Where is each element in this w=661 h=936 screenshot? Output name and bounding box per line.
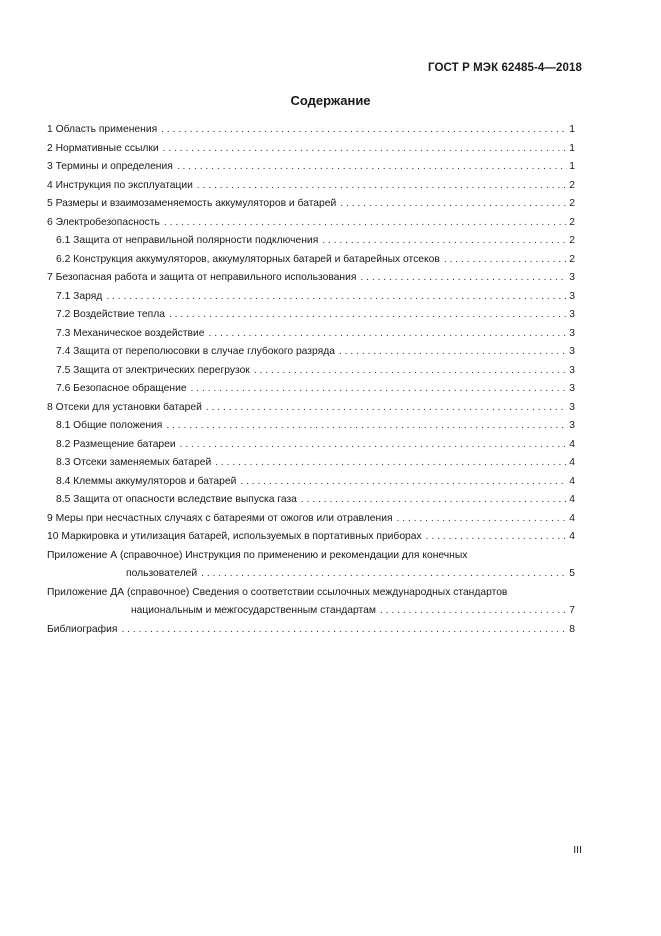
- toc-entry-page: 4: [569, 512, 575, 524]
- toc-entry-page: 3: [569, 401, 575, 413]
- toc-entry-page: 3: [569, 346, 575, 357]
- toc-leader-dots: [240, 473, 567, 492]
- toc-entry-section-5[interactable]: [47, 195, 575, 214]
- toc-entry-label: 8.2 Размещение батареи: [56, 438, 176, 450]
- toc-entry-section-7[interactable]: [47, 269, 575, 288]
- toc-entry-label: 7.4 Защита от переполюсовки в случае глубокого разряда: [56, 346, 335, 357]
- toc-entry-section-8-4[interactable]: [47, 473, 575, 492]
- page-title: Содержание: [290, 93, 371, 108]
- toc-entry-page: 1: [569, 142, 575, 154]
- toc-entry-label-continued: пользователей: [126, 568, 198, 579]
- toc-leader-dots: [166, 417, 567, 436]
- toc-entry-page: 1: [569, 161, 575, 172]
- toc-leader-dots: [206, 399, 567, 418]
- toc-entry-label: 3 Термины и определения: [47, 161, 173, 172]
- toc-entry-label: 7.2 Воздействие тепла: [56, 309, 165, 320]
- toc-entry-section-8-3[interactable]: [47, 454, 575, 473]
- toc-entry-page: 2: [569, 216, 575, 228]
- toc-leader-dots: [215, 454, 567, 473]
- toc-entry-label: 6.1 Защита от неправильной полярности подключения: [56, 235, 319, 246]
- toc-leader-dots: [180, 436, 568, 455]
- toc-entry-label: 8.4 Клеммы аккумуляторов и батарей: [56, 475, 237, 487]
- toc-entry-page: 8: [569, 623, 575, 635]
- toc-entry-section-3[interactable]: [47, 158, 575, 177]
- toc-entry-page: 4: [569, 494, 575, 505]
- toc-entry-section-8-5[interactable]: [47, 491, 575, 510]
- toc-leader-dots: [322, 232, 567, 251]
- toc-leader-dots: [177, 158, 567, 177]
- toc-entry-page: 3: [569, 383, 575, 394]
- toc-entry-label: 10 Маркировка и утилизация батарей, используемых в портативных приборах: [47, 531, 422, 542]
- toc-entry-label: 7 Безопасная работа и защита от неправильного использования: [47, 272, 357, 283]
- toc-entry-page: 3: [569, 420, 575, 431]
- toc-entry-appendix-a[interactable]: [47, 547, 575, 584]
- toc-entry-page: 3: [569, 290, 575, 302]
- toc-leader-dots: [197, 177, 567, 196]
- toc-entry-continuation: [47, 602, 575, 621]
- toc-entry-section-10[interactable]: [47, 528, 575, 547]
- document-header: ГОСТ Р МЭК 62485-4—2018: [428, 62, 582, 74]
- toc-entry-page: 5: [569, 568, 575, 579]
- toc-entry-label: 7.1 Заряд: [56, 290, 103, 302]
- toc-entry-page: 1: [569, 124, 575, 135]
- toc-entry-section-7-6[interactable]: [47, 380, 575, 399]
- toc-leader-dots: [191, 380, 568, 399]
- toc-entry-section-6-2[interactable]: [47, 251, 575, 270]
- toc-entry-label: Приложение А (справочное) Инструкция по применению и рекомендации для конечных: [47, 549, 468, 561]
- toc-entry-label: Приложение ДА (справочное) Сведения о соответствии ссылочных международных стандартов: [47, 586, 508, 598]
- toc-leader-dots: [360, 269, 567, 288]
- toc-entry-label: 8.1 Общие положения: [56, 420, 163, 431]
- toc-entry-page: 2: [569, 235, 575, 246]
- toc-entry-section-8-2[interactable]: [47, 436, 575, 455]
- toc-leader-dots: [121, 621, 567, 640]
- toc-entry-label: 6 Электробезопасность: [47, 216, 160, 228]
- toc-entry-section-6-1[interactable]: [47, 232, 575, 251]
- toc-entry-continuation: [47, 565, 575, 584]
- toc-entry-page: 3: [569, 309, 575, 320]
- toc-entry-page: 4: [569, 475, 575, 487]
- toc-entry-label: 1 Область применения: [47, 124, 158, 135]
- toc-entry-section-7-2[interactable]: [47, 306, 575, 325]
- toc-entry-section-8-1[interactable]: [47, 417, 575, 436]
- toc-entry-page: 4: [569, 438, 575, 450]
- toc-leader-dots: [397, 510, 568, 529]
- toc-leader-dots: [340, 195, 567, 214]
- toc-entry-section-8[interactable]: [47, 399, 575, 418]
- toc-entry-page: 4: [569, 457, 575, 468]
- toc-leader-dots: [163, 140, 568, 159]
- toc-entry-page: 4: [569, 531, 575, 542]
- toc-entry-page: 2: [569, 253, 575, 265]
- toc-entry-section-1[interactable]: [47, 121, 575, 140]
- toc-entry-page: 3: [569, 364, 575, 376]
- toc-entry-label: 4 Инструкция по эксплуатации: [47, 179, 193, 191]
- toc-entry-bibliography[interactable]: [47, 621, 575, 640]
- toc-entry-label: Библиография: [47, 623, 118, 635]
- toc-leader-dots: [254, 362, 567, 381]
- toc-leader-dots: [169, 306, 567, 325]
- toc-entry-label: 7.5 Защита от электрических перегрузок: [56, 364, 250, 376]
- toc-leader-dots: [164, 214, 567, 233]
- toc-entry-section-7-4[interactable]: [47, 343, 575, 362]
- toc-leader-dots: [201, 565, 567, 584]
- toc-entry-label: 9 Меры при несчастных случаях с батареями от ожогов или отравления: [47, 512, 393, 524]
- toc-entry-page: 3: [569, 327, 575, 339]
- toc-leader-dots: [209, 325, 568, 344]
- toc-entry-page: 3: [569, 272, 575, 283]
- toc-entry-label: 8 Отсеки для установки батарей: [47, 401, 202, 413]
- toc-entry-section-4[interactable]: [47, 177, 575, 196]
- toc-entry-section-7-1[interactable]: [47, 288, 575, 307]
- page-number: III: [573, 844, 582, 856]
- toc-entry-section-7-5[interactable]: [47, 362, 575, 381]
- toc-entry-label: 8.5 Защита от опасности вследствие выпуска газа: [56, 494, 297, 505]
- toc-leader-dots: [426, 528, 568, 547]
- toc-entry-label: 8.3 Отсеки заменяемых батарей: [56, 457, 212, 468]
- toc-leader-dots: [339, 343, 567, 362]
- toc-entry-label: 7.3 Механическое воздействие: [56, 327, 205, 339]
- toc-leader-dots: [444, 251, 567, 270]
- toc-entry-appendix-da[interactable]: [47, 584, 575, 621]
- toc-entry-page: 2: [569, 198, 575, 209]
- table-of-contents: [47, 121, 575, 639]
- toc-entry-page: 7: [569, 605, 575, 616]
- toc-entry-label-continued: национальным и межгосударственным стандартам: [131, 605, 376, 616]
- toc-leader-dots: [301, 491, 567, 510]
- toc-leader-dots: [106, 288, 567, 307]
- toc-entry-label: 7.6 Безопасное обращение: [56, 383, 187, 394]
- toc-entry-page: 2: [569, 179, 575, 191]
- toc-entry-section-2[interactable]: [47, 140, 575, 159]
- toc-entry-label: 5 Размеры и взаимозаменяемость аккумуляторов и батарей: [47, 198, 337, 209]
- toc-entry-label: 6.2 Конструкция аккумуляторов, аккумуляторных батарей и батарейных отсеков: [56, 253, 440, 265]
- toc-entry-section-7-3[interactable]: [47, 325, 575, 344]
- toc-entry-section-6[interactable]: [47, 214, 575, 233]
- toc-entry-label: 2 Нормативные ссылки: [47, 142, 159, 154]
- toc-leader-dots: [161, 121, 567, 140]
- toc-leader-dots: [380, 602, 567, 621]
- toc-entry-section-9[interactable]: [47, 510, 575, 529]
